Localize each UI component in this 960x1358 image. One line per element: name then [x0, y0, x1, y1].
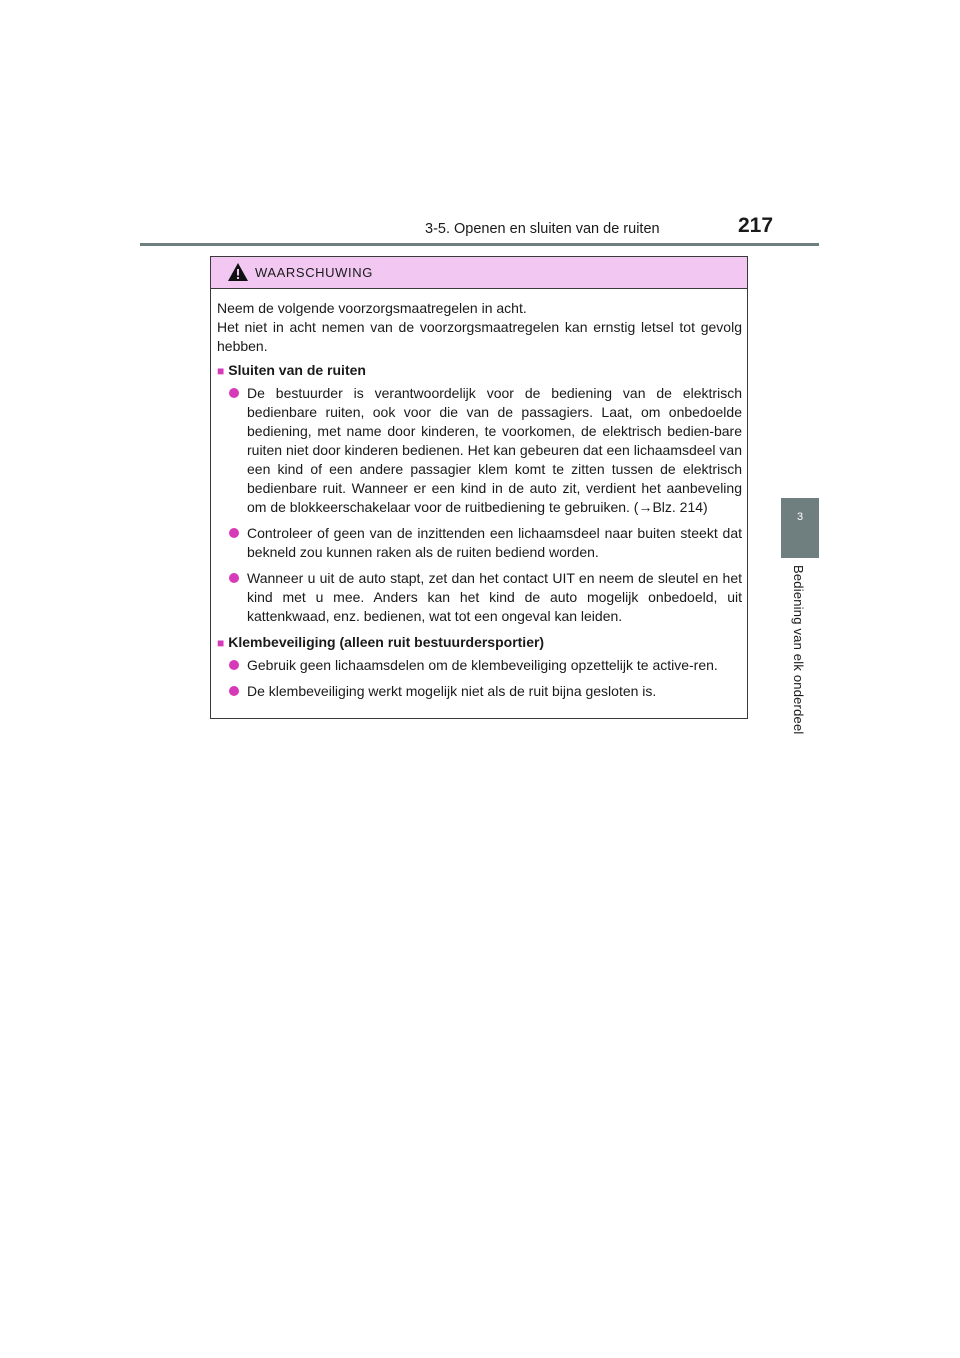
- warning-box: [210, 256, 748, 719]
- section-heading: ■ Sluiten van de ruiten: [217, 361, 742, 381]
- chapter-label: Bediening van elk onderdeel: [791, 565, 806, 735]
- page-number: 217: [738, 214, 774, 237]
- warning-title: WAARSCHUWING: [255, 265, 373, 280]
- list-item: De bestuurder is verantwoordelijk voor de bediening van de elektrisch bedienbare ruiten, ook voor die van de passagiers. Laat, om onbedoelde bediening, met name door kinderen, te voorkomen, de elektrisch bedien-bare ruiten niet door kinderen bedienen. Het kan gebeuren dat een lichaamsdeel van een kind of een andere passagier klem komt te zitten tussen de elektrisch bedienbare ruit. Wanneer er een kind in de auto zit, verdient het aanbeveling om de blokkeerschakelaar voor de ruitbediening te gebruiken. (→Blz. 214): [217, 384, 742, 517]
- header-rule: [140, 243, 819, 246]
- chapter-tab: 3: [781, 498, 819, 558]
- bullet-dot-icon: [229, 573, 239, 583]
- list-item: De klembeveiliging werkt mogelijk niet als de ruit bijna gesloten is.: [217, 682, 742, 701]
- section-heading: ■ Klembeveiliging (alleen ruit bestuurdersportier): [217, 633, 742, 653]
- warning-body: [211, 289, 747, 701]
- warning-triangle-icon: [227, 262, 249, 282]
- warning-header: [211, 257, 747, 289]
- bullet-dot-icon: [229, 528, 239, 538]
- bullet-dot-icon: [229, 660, 239, 670]
- warning-intro: Neem de volgende voorzorgsmaatregelen in acht. Het niet in acht nemen van de voorzorgsmaatregelen kan ernstig letsel tot gevolg hebben.: [217, 300, 742, 354]
- bullet-dot-icon: [229, 388, 239, 398]
- square-bullet-icon: ■: [217, 364, 225, 378]
- list-item: Gebruik geen lichaamsdelen om de klembeveiliging opzettelijk te active-ren.: [217, 656, 742, 675]
- list-item: Wanneer u uit de auto stapt, zet dan het contact UIT en neem de sleutel en het kind met u mee. Anders kan het kind de auto mogelijk onbedoeld, uit kattenkwaad, enz. bedienen, wat tot een ongeval kan leiden.: [217, 569, 742, 626]
- bullet-dot-icon: [229, 686, 239, 696]
- section-title: 3-5. Openen en sluiten van de ruiten: [425, 221, 660, 237]
- list-item: Controleer of geen van de inzittenden een lichaamsdeel naar buiten steekt dat bekneld zou kunnen raken als de ruiten bediend worden.: [217, 524, 742, 562]
- square-bullet-icon: ■: [217, 636, 225, 650]
